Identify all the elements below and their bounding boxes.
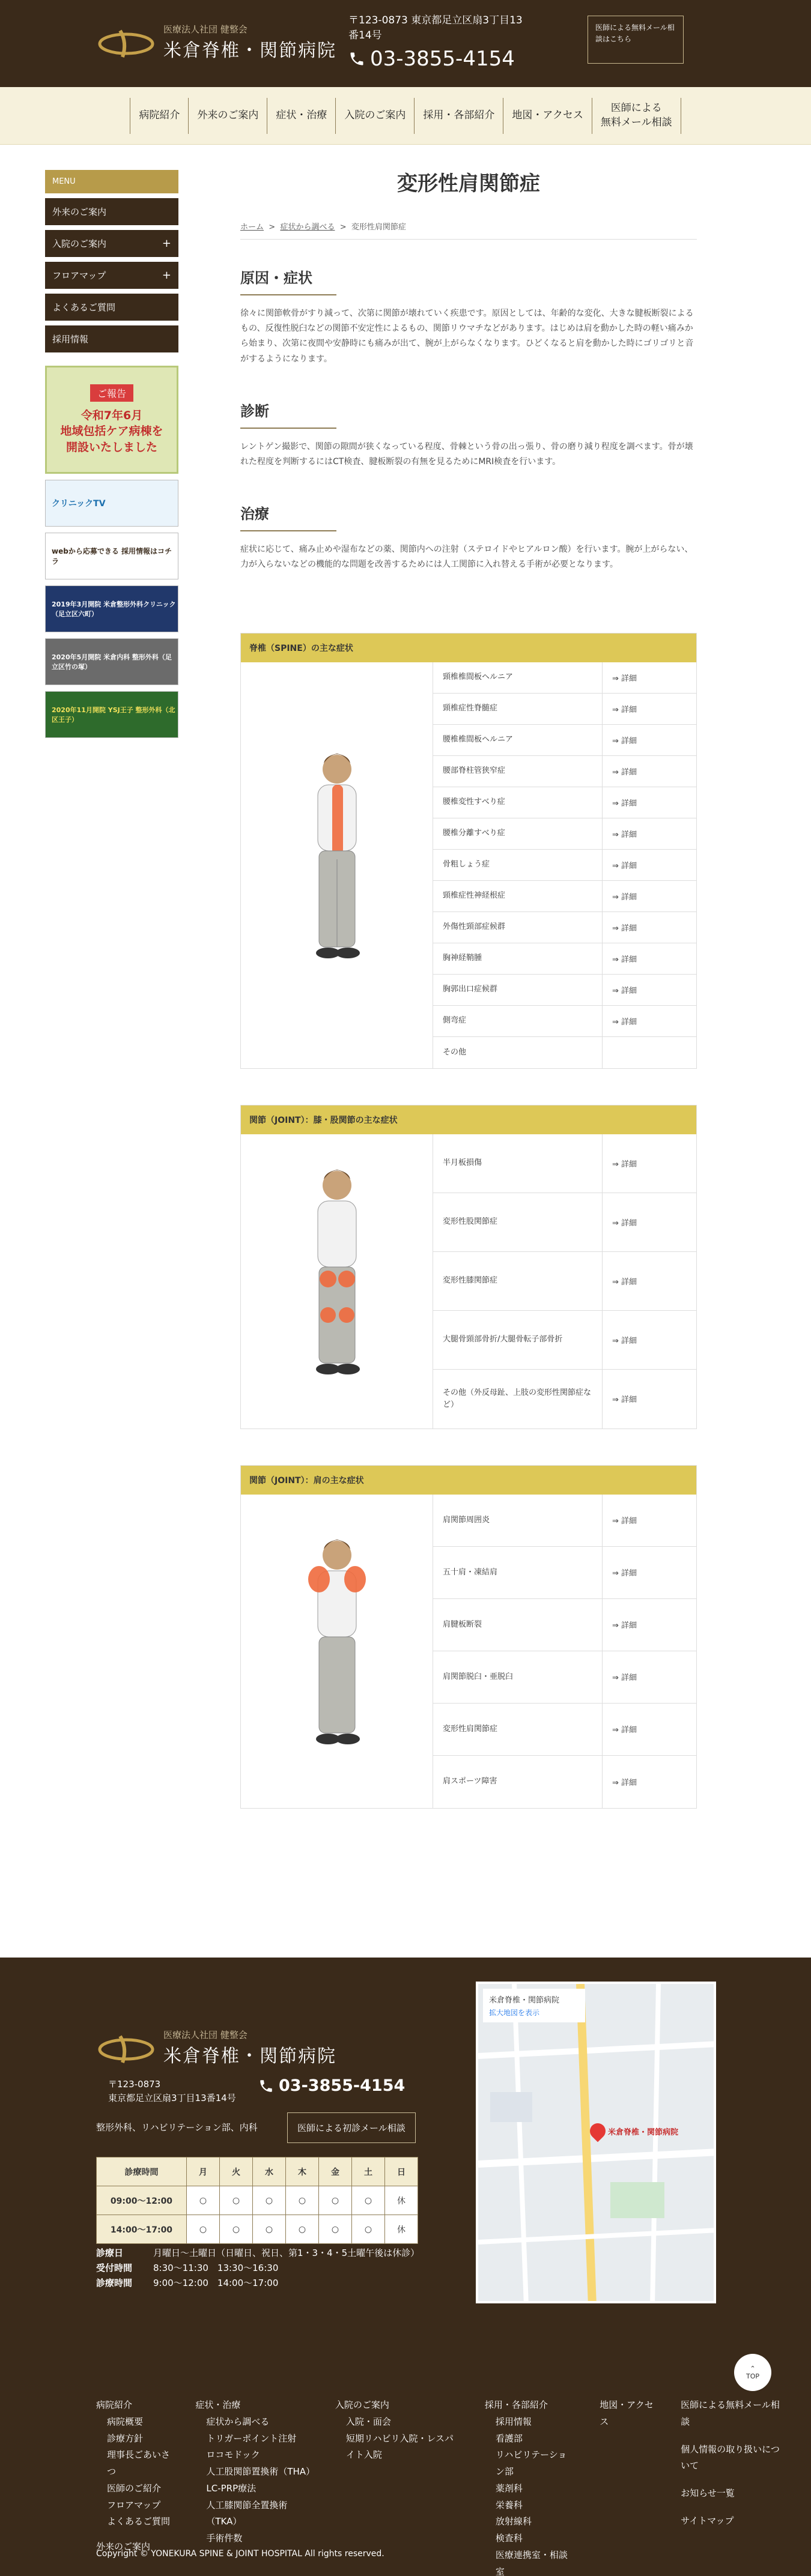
footer-link[interactable]: 医師のご紹介 bbox=[107, 2482, 162, 2494]
symptom-row bbox=[433, 1134, 696, 1193]
footer-link-heading[interactable]: 症状・治療 bbox=[195, 2399, 241, 2410]
sidebar-item-outpatient[interactable] bbox=[45, 198, 178, 225]
banner-news[interactable] bbox=[45, 366, 178, 474]
map-embed[interactable] bbox=[476, 1982, 716, 2303]
footer-link[interactable]: 看護部 bbox=[495, 2432, 523, 2444]
footer-link[interactable]: 人工膝関節全置換術（TKA） bbox=[206, 2499, 288, 2527]
symptom-row bbox=[433, 1756, 696, 1808]
symptom-name: 頸椎症性神経根症 bbox=[433, 881, 603, 912]
symptom-row bbox=[433, 912, 696, 943]
symptom-detail-link[interactable]: ⇒ 詳細 bbox=[612, 1569, 637, 1578]
hours-cell: ○ bbox=[286, 2215, 319, 2244]
banner-clinic-oji[interactable]: 2020年11月開院 YSJ王子 整形外科（北区王子） bbox=[45, 691, 178, 738]
symptom-name: 外傷性頸部症候群 bbox=[433, 912, 603, 943]
hours-header-cell: 火 bbox=[220, 2157, 253, 2186]
hours-cell: ○ bbox=[319, 2215, 352, 2244]
part-list bbox=[433, 662, 696, 1068]
hours-header-cell: 水 bbox=[253, 2157, 286, 2186]
symptom-detail-link[interactable]: ⇒ 詳細 bbox=[612, 1218, 637, 1228]
phone-icon bbox=[258, 2078, 274, 2094]
sidebar bbox=[45, 170, 178, 738]
footer-link[interactable]: サイトマップ bbox=[681, 2515, 734, 2526]
symptom-name: 肩スポーツ障害 bbox=[433, 1756, 603, 1808]
symptom-detail-link[interactable]: ⇒ 詳細 bbox=[612, 1017, 637, 1027]
breadcrumb bbox=[240, 220, 697, 240]
symptom-detail-link[interactable] bbox=[603, 1037, 696, 1068]
part-heading: 関節（JOINT）：肩の主な症状 bbox=[241, 1466, 696, 1495]
footer-link-heading[interactable]: 外来のご案内 bbox=[96, 2541, 151, 2552]
symptom-name: 半月板損傷 bbox=[433, 1134, 603, 1193]
footer-link[interactable]: ロコモドック bbox=[206, 2449, 260, 2461]
footer-link[interactable]: リハビリテーション部 bbox=[495, 2449, 567, 2477]
footer-logo-name: 米倉脊椎・関節病院 bbox=[163, 2046, 336, 2067]
map-card bbox=[483, 1989, 585, 2022]
footer-link[interactable]: 放射線科 bbox=[495, 2516, 532, 2527]
hours-header-row bbox=[97, 2157, 418, 2186]
footer-link-heading[interactable]: 入院のご案内 bbox=[335, 2399, 389, 2410]
symptom-detail-link[interactable]: ⇒ 詳細 bbox=[612, 1726, 637, 1735]
symptom-name: 変形性膝関節症 bbox=[433, 1252, 603, 1310]
hours-cell: ○ bbox=[253, 2215, 286, 2244]
logo-name: 米倉脊椎・関節病院 bbox=[163, 40, 336, 61]
plus-icon[interactable]: + bbox=[162, 269, 171, 282]
symptom-row bbox=[433, 1495, 696, 1547]
nav-item-inpatient[interactable]: 入院のご案内 bbox=[335, 98, 414, 134]
breadcrumb-sep: > bbox=[269, 223, 276, 232]
body-figure-icon bbox=[295, 1161, 379, 1401]
symptom-detail-link[interactable]: ⇒ 詳細 bbox=[612, 705, 637, 715]
footer-link-column bbox=[681, 2397, 787, 2576]
symptom-row bbox=[433, 943, 696, 975]
section-text-diagnosis: レントゲン撮影で、関節の隙間が狭くなっている程度、骨棘という骨の出っ張り、骨の磨り減り程度を調べます。骨が壊れた程度を判断するにはCT検査、腱板断裂の有無を見るためにMRI検査を行います。 bbox=[240, 441, 693, 467]
symptom-name: 腰椎椎間板ヘルニア bbox=[433, 725, 603, 755]
body-figure-icon bbox=[295, 745, 379, 985]
symptom-row bbox=[433, 881, 696, 912]
footer-link[interactable]: 症状から調べる bbox=[206, 2416, 270, 2427]
symptom-row bbox=[433, 694, 696, 725]
breadcrumb-parent[interactable]: 症状から調べる bbox=[280, 223, 335, 232]
body-figure-icon bbox=[295, 1531, 379, 1771]
banner-news-line2: 地域包括ケア病棟を bbox=[60, 425, 163, 438]
banner-clinic-rokucho[interactable]: 2019年3月開院 米倉整形外科クリニック（足立区六町） bbox=[45, 585, 178, 632]
top-label: TOP bbox=[746, 2372, 759, 2380]
plus-icon[interactable]: + bbox=[162, 237, 171, 250]
hours-header-cell: 月 bbox=[187, 2157, 220, 2186]
breadcrumb-sep: > bbox=[339, 223, 347, 232]
nav-item-recruit[interactable]: 採用・各部紹介 bbox=[414, 98, 503, 134]
part-list bbox=[433, 1495, 696, 1808]
footer-logo-sub: 医療法人社団 健整会 bbox=[163, 2030, 248, 2040]
banner-recruit[interactable]: webから応募できる 採用情報はコチラ bbox=[45, 533, 178, 579]
header-mail-button[interactable]: 医師による無料メール相談はこちら bbox=[588, 16, 684, 64]
sidebar-item-label: 採用情報 bbox=[52, 334, 89, 345]
sidebar-item-faq[interactable] bbox=[45, 294, 178, 321]
footer-info bbox=[96, 2246, 433, 2290]
info-label: 診療時間 bbox=[96, 2277, 133, 2288]
symptom-name: 五十肩・凍結肩 bbox=[433, 1547, 603, 1598]
footer-link[interactable]: 短期リハビリ入院・レスパイト入院 bbox=[345, 2432, 454, 2461]
symptom-detail-link[interactable]: ⇒ 詳細 bbox=[612, 1336, 637, 1346]
footer-link[interactable]: 栄養科 bbox=[495, 2499, 523, 2511]
global-nav bbox=[0, 87, 811, 145]
sidebar-item-inpatient[interactable] bbox=[45, 230, 178, 257]
symptom-name: 骨粗しょう症 bbox=[433, 850, 603, 880]
symptom-detail-link[interactable]: ⇒ 詳細 bbox=[612, 1160, 637, 1169]
symptom-name: その他 bbox=[433, 1037, 603, 1068]
hours-header-cell: 日 bbox=[385, 2157, 418, 2186]
part-shoulder bbox=[240, 1465, 697, 1809]
symptom-name: 肩関節周囲炎 bbox=[433, 1495, 603, 1546]
symptom-name: 変形性肩関節症 bbox=[433, 1704, 603, 1755]
part-heading: 関節（JOINT）：膝・股関節の主な症状 bbox=[241, 1105, 696, 1134]
symptom-row bbox=[433, 975, 696, 1006]
logo-sub: 医療法人社団 健整会 bbox=[163, 24, 248, 35]
hours-cell: ○ bbox=[286, 2186, 319, 2215]
part-knee-hip bbox=[240, 1105, 697, 1429]
info-value: 8:30〜11:30 13:30〜16:30 bbox=[153, 2262, 279, 2273]
symptom-row bbox=[433, 818, 696, 850]
symptom-name: 腰椎変性すべり症 bbox=[433, 787, 603, 818]
symptom-name: 大腿骨頸部骨折/大腿骨転子部骨折 bbox=[433, 1311, 603, 1369]
symptom-row bbox=[433, 1370, 696, 1429]
nav-item-outpatient[interactable]: 外来のご案内 bbox=[188, 98, 267, 134]
symptom-name: 腰部脊柱管狭窄症 bbox=[433, 756, 603, 787]
back-to-top-button[interactable] bbox=[734, 2354, 771, 2391]
hours-cell: ○ bbox=[187, 2186, 220, 2215]
header-address: 〒123-0873 東京都足立区扇3丁目13番14号 bbox=[348, 14, 523, 41]
symptom-detail-link[interactable]: ⇒ 詳細 bbox=[612, 986, 637, 996]
symptom-detail-link[interactable]: ⇒ 詳細 bbox=[612, 1517, 637, 1526]
info-label: 診療日 bbox=[96, 2248, 124, 2258]
sidebar-menu-heading: MENU bbox=[45, 170, 178, 193]
hours-row bbox=[97, 2215, 418, 2244]
hours-cell: 14:00〜17:00 bbox=[97, 2215, 187, 2244]
footer-departments: 整形外科、リハビリテーション部、内科 bbox=[96, 2122, 258, 2133]
hours-cell: 休 bbox=[385, 2215, 418, 2244]
section-text-treatment: 症状に応じて、痛み止めや湿布などの薬、関節内への注射（ステロイドやヒアルロン酸）を行います。腕が上がらない、力が入らないなどの機能的な問題を改善するためには人工関節に入れ替える手術が必要となります。 bbox=[240, 545, 693, 570]
info-label: 受付時間 bbox=[96, 2262, 133, 2273]
symptom-detail-link[interactable]: ⇒ 詳細 bbox=[612, 736, 637, 746]
symptom-detail-link[interactable]: ⇒ 詳細 bbox=[612, 1621, 637, 1630]
hours-cell: ○ bbox=[352, 2215, 385, 2244]
symptom-detail-link[interactable]: ⇒ 詳細 bbox=[612, 1778, 637, 1788]
sidebar-item-label: よくあるご質問 bbox=[52, 302, 116, 313]
logo-mark-icon bbox=[96, 2030, 156, 2066]
hours-header-cell: 木 bbox=[286, 2157, 319, 2186]
part-list bbox=[433, 1134, 696, 1429]
banner-clinic-takenotsuka[interactable]: 2020年5月開院 米倉内科 整形外科（足立区竹の塚） bbox=[45, 638, 178, 685]
hours-cell: ○ bbox=[220, 2186, 253, 2215]
symptom-detail-link[interactable]: ⇒ 詳細 bbox=[612, 674, 637, 683]
symptom-name: 肩関節脱臼・亜脱臼 bbox=[433, 1651, 603, 1703]
banner-news-line3: 開設いたしました bbox=[65, 440, 157, 454]
hours-table bbox=[96, 2157, 418, 2244]
nav-item-about[interactable]: 病院紹介 bbox=[130, 98, 188, 134]
symptom-row bbox=[433, 1037, 696, 1068]
symptom-name: 肩腱板断裂 bbox=[433, 1599, 603, 1651]
symptom-row bbox=[433, 756, 696, 787]
footer-link[interactable]: よくあるご質問 bbox=[107, 2516, 171, 2527]
map-enlarge-link[interactable]: 拡大地図を表示 bbox=[489, 2009, 540, 2017]
footer-link[interactable]: トリガーポイント注射 bbox=[206, 2432, 297, 2444]
footer-link[interactable]: 診療方針 bbox=[107, 2432, 144, 2444]
map-place-name: 米倉脊椎・関節病院 bbox=[489, 1996, 560, 2005]
site-footer bbox=[0, 1958, 811, 2576]
site-logo[interactable] bbox=[96, 23, 336, 62]
symptom-row bbox=[433, 1252, 696, 1311]
footer-link[interactable]: 理事長ごあいさつ bbox=[107, 2449, 171, 2477]
banner-news-line1: 令和7年6月 bbox=[80, 408, 143, 422]
symptom-detail-link[interactable]: ⇒ 詳細 bbox=[612, 924, 637, 933]
symptom-detail-link[interactable]: ⇒ 詳細 bbox=[612, 830, 637, 839]
sidebar-item-label: 入院のご案内 bbox=[52, 238, 107, 249]
map-pin-label: 米倉脊椎・関節病院 bbox=[608, 2128, 679, 2137]
symptom-row bbox=[433, 850, 696, 881]
part-heading: 脊椎（SPINE）の主な症状 bbox=[241, 633, 696, 662]
footer-link[interactable]: フロアマップ bbox=[107, 2499, 161, 2511]
phone-icon bbox=[348, 50, 365, 68]
part-spine bbox=[240, 633, 697, 1069]
breadcrumb-current: 変形性肩関節症 bbox=[351, 223, 406, 232]
symptom-row bbox=[433, 1311, 696, 1370]
map-roads-icon bbox=[478, 1984, 716, 2303]
info-value: 月曜日〜土曜日（日曜日、祝日、第1・3・4・5土曜午後は休診） bbox=[153, 2248, 420, 2258]
hours-header-cell: 金 bbox=[319, 2157, 352, 2186]
symptom-name: 頸椎症性脊髄症 bbox=[433, 694, 603, 724]
nav-item-mail[interactable]: 医師による 無料メール相談 bbox=[592, 98, 681, 134]
symptom-name: 変形性股関節症 bbox=[433, 1193, 603, 1251]
hours-cell: ○ bbox=[319, 2186, 352, 2215]
footer-link-column bbox=[485, 2397, 576, 2576]
footer-tel-number: 03-3855-4154 bbox=[279, 2076, 405, 2095]
symptom-detail-link[interactable]: ⇒ 詳細 bbox=[612, 799, 637, 808]
banner-clinic-tv[interactable]: クリニックTV bbox=[45, 480, 178, 527]
copyright: Copyright © YONEKURA SPINE & JOINT HOSPITAL All rights reserved. bbox=[96, 2549, 384, 2559]
footer-link-heading[interactable]: 地図・アクセス bbox=[600, 2399, 654, 2427]
symptom-detail-link[interactable]: ⇒ 詳細 bbox=[612, 1395, 637, 1404]
sidebar-item-recruit[interactable] bbox=[45, 325, 178, 352]
footer-address bbox=[108, 2078, 236, 2105]
symptom-detail-link[interactable]: ⇒ 詳細 bbox=[612, 892, 637, 902]
footer-link-heading[interactable]: 病院紹介 bbox=[96, 2399, 133, 2410]
symptom-row bbox=[433, 725, 696, 756]
footer-link[interactable]: 採用情報 bbox=[495, 2416, 532, 2427]
symptom-name: 胸神経鞘腫 bbox=[433, 943, 603, 974]
sidebar-item-label: フロアマップ bbox=[52, 270, 106, 281]
symptom-detail-link[interactable]: ⇒ 詳細 bbox=[612, 955, 637, 964]
symptom-name: 側弯症 bbox=[433, 1006, 603, 1036]
site-header bbox=[0, 0, 811, 87]
section-heading-diagnosis: 診断 bbox=[240, 399, 697, 429]
page-title: 変形性肩関節症 bbox=[397, 172, 540, 196]
footer-postal: 〒123-0873 bbox=[108, 2079, 161, 2090]
footer-link-heading[interactable]: 採用・各部紹介 bbox=[484, 2399, 548, 2410]
logo-mark-icon bbox=[96, 25, 156, 61]
symptom-row bbox=[433, 1599, 696, 1651]
footer-mail-button[interactable]: 医師による初診メール相談 bbox=[287, 2112, 416, 2143]
footer-link[interactable]: 手術件数 bbox=[206, 2533, 243, 2544]
sidebar-item-floormap[interactable] bbox=[45, 262, 178, 289]
symptom-detail-link[interactable]: ⇒ 詳細 bbox=[612, 1277, 637, 1287]
hours-header-cell: 診療時間 bbox=[97, 2157, 187, 2186]
hours-cell: ○ bbox=[253, 2186, 286, 2215]
footer-link[interactable]: 検査科 bbox=[495, 2533, 523, 2544]
section-heading-cause: 原因・症状 bbox=[240, 266, 697, 295]
hours-cell: 休 bbox=[385, 2186, 418, 2215]
symptom-detail-link[interactable]: ⇒ 詳細 bbox=[612, 767, 637, 777]
symptom-row bbox=[433, 1704, 696, 1756]
footer-logo[interactable] bbox=[96, 2028, 336, 2067]
figure-shoulder bbox=[241, 1495, 433, 1808]
symptom-row bbox=[433, 1547, 696, 1599]
symptom-row bbox=[433, 1193, 696, 1252]
section-heading-treatment: 治療 bbox=[240, 502, 697, 531]
header-tel[interactable] bbox=[348, 47, 515, 71]
hours-cell: ○ bbox=[187, 2215, 220, 2244]
footer-link[interactable]: 個人情報の取り扱いについて bbox=[681, 2443, 780, 2472]
footer-link[interactable]: 人工股関節置換術（THA） bbox=[206, 2466, 315, 2477]
sidebar-item-label: 外来のご案内 bbox=[52, 207, 107, 217]
breadcrumb-home[interactable]: ホーム bbox=[240, 223, 264, 232]
symptom-row bbox=[433, 662, 696, 694]
info-value: 9:00〜12:00 14:00〜17:00 bbox=[153, 2277, 279, 2288]
symptom-name: その他（外反母趾、上肢の変形性関節症など） bbox=[433, 1370, 603, 1429]
symptom-name: 頸椎椎間板ヘルニア bbox=[433, 662, 603, 693]
section-text-cause: 徐々に関節軟骨がすり減って、次第に関節が壊れていく疾患です。原因としては、年齢的な変化、大きな腱板断裂によるもの、反復性脱臼などの関節不安定性によるもの、関節リウマチなどがあります。はじめは肩を動かした時の軽い痛みから始まり、次第に夜間や安静時にも痛みが出て、腕が上がらなくなります。ひどくなると肩を動かした時にゴリゴリと音がするようになります。 bbox=[240, 309, 694, 364]
hours-cell: ○ bbox=[220, 2215, 253, 2244]
chevron-up-icon: ⌃ bbox=[750, 2365, 756, 2372]
header-tel-number: 03-3855-4154 bbox=[370, 47, 515, 71]
footer-link[interactable]: LC-PRP療法 bbox=[206, 2482, 257, 2494]
footer-link[interactable]: 病院概要 bbox=[107, 2416, 144, 2427]
figure-spine bbox=[241, 662, 433, 1068]
main-content bbox=[240, 167, 697, 1809]
symptom-name: 腰椎分離すべり症 bbox=[433, 818, 603, 849]
figure-knee-hip bbox=[241, 1134, 433, 1429]
footer-address-line: 東京都足立区扇3丁目13番14号 bbox=[108, 2092, 236, 2103]
nav-item-symptoms[interactable]: 症状・治療 bbox=[267, 98, 335, 134]
symptom-detail-link[interactable]: ⇒ 詳細 bbox=[612, 861, 637, 871]
footer-link[interactable]: 医師による無料メール相談 bbox=[681, 2399, 780, 2427]
symptom-row bbox=[433, 1651, 696, 1704]
footer-link-column bbox=[600, 2397, 657, 2576]
hours-cell: ○ bbox=[352, 2186, 385, 2215]
nav-item-access[interactable]: 地図・アクセス bbox=[503, 98, 592, 134]
footer-tel[interactable] bbox=[258, 2076, 405, 2095]
symptom-row bbox=[433, 1006, 696, 1037]
symptom-name: 胸郭出口症候群 bbox=[433, 975, 603, 1005]
footer-link[interactable]: 薬剤科 bbox=[495, 2482, 523, 2494]
symptom-detail-link[interactable]: ⇒ 詳細 bbox=[612, 1673, 637, 1683]
hours-row bbox=[97, 2186, 418, 2215]
hours-header-cell: 土 bbox=[352, 2157, 385, 2186]
footer-link[interactable]: 入院・面会 bbox=[345, 2416, 391, 2427]
footer-link[interactable]: 医療連携室・相談室 bbox=[495, 2549, 568, 2576]
symptom-row bbox=[433, 787, 696, 818]
hours-cell: 09:00〜12:00 bbox=[97, 2186, 187, 2215]
footer-link[interactable]: お知らせ一覧 bbox=[681, 2488, 735, 2499]
banner-news-tag: ご報告 bbox=[90, 384, 133, 402]
